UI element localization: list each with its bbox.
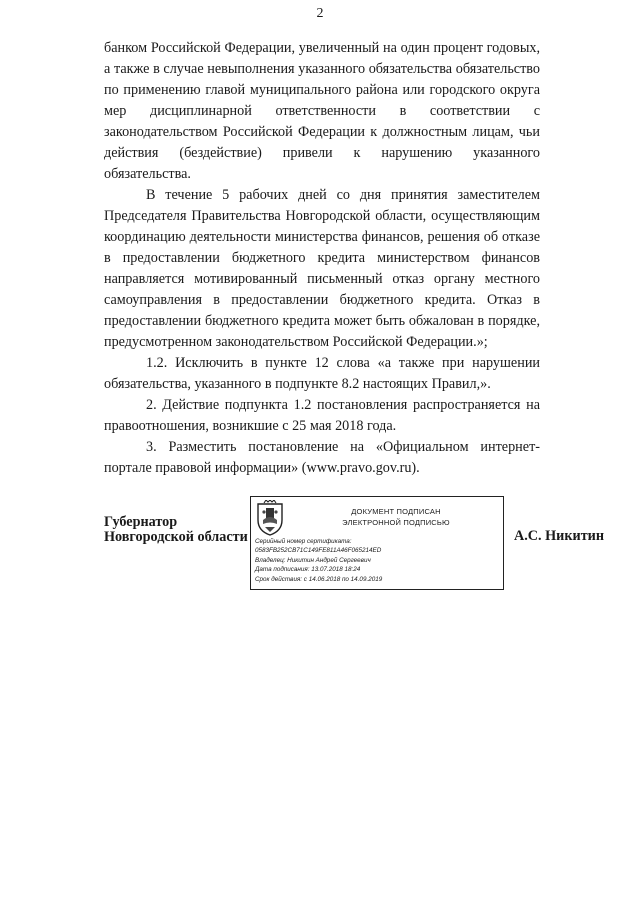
certificate-validity: Срок действия: с 14.06.2018 по 14.09.2019 (255, 575, 383, 583)
coat-of-arms-icon (255, 500, 285, 536)
paragraph-continuation: банком Российской Федерации, увеличенный на один процент годовых, а также в случае невыполнения указанного обязательства обязательство по применению главой муниципального района или городского округа мер дисциплинарной ответственности в соответствии с законодательством Российской Федерации к должностным лицам, чьи действия (бездействие) привели к нарушению указанного обязательства. (104, 40, 540, 182)
signing-date: Дата подписания: 13.07.2018 18:24 (255, 566, 361, 574)
signatory-title-line2: Новгородской области (104, 529, 248, 545)
paragraph-refusal-procedure: В течение 5 рабочих дней со дня принятия заместителем Председателя Правительства Новгородской области, осуществляющим координацию деятельности министерства финансов, решения об отказе в предоставлении бюджетного кредита министерством финансов направляется мотивированный письменный отказ органу местного самоуправления в предоставлении бюджетного кредита. Отказ в предоставлении бюджетного кредита может быть обжалован в порядке, предусмотренном законодательством Российской Федерации.»; (104, 187, 540, 350)
signatory-name: А.С. Никитин (514, 528, 605, 544)
document-body (104, 38, 540, 479)
stamp-header-line1: ДОКУМЕНТ ПОДПИСАН (351, 507, 441, 516)
signatory-title (104, 515, 248, 545)
certificate-serial-value: 0583FB252CB71C149FE811A46F065214ED (255, 547, 382, 555)
certificate-owner: Владелец: Никитин Андрей Сергеевич (255, 556, 371, 564)
paragraph-item-3: 3. Разместить постановление на «Официальном интернет-портале правовой информации» (www.pravo.gov.ru). (104, 439, 540, 476)
certificate-serial-label: Серийный номер сертификата: (255, 538, 352, 545)
stamp-header-line2: ЭЛЕКТРОННОЙ ПОДПИСЬЮ (342, 518, 450, 527)
paragraph-item-2: 2. Действие подпункта 1.2 постановления распространяется на правоотношения, возникшие с 25 мая 2018 года. (104, 397, 540, 434)
page-number: 2 (316, 6, 324, 21)
electronic-signature-stamp (250, 496, 504, 590)
paragraph-item-1-2: 1.2. Исключить в пункте 12 слова «а также при нарушении обязательства, указанного в подпункте 8.2 настоящих Правил,». (104, 355, 540, 392)
stamp-header (291, 506, 501, 528)
stamp-details (255, 537, 501, 584)
signatory-title-line1: Губернатор (104, 514, 178, 530)
